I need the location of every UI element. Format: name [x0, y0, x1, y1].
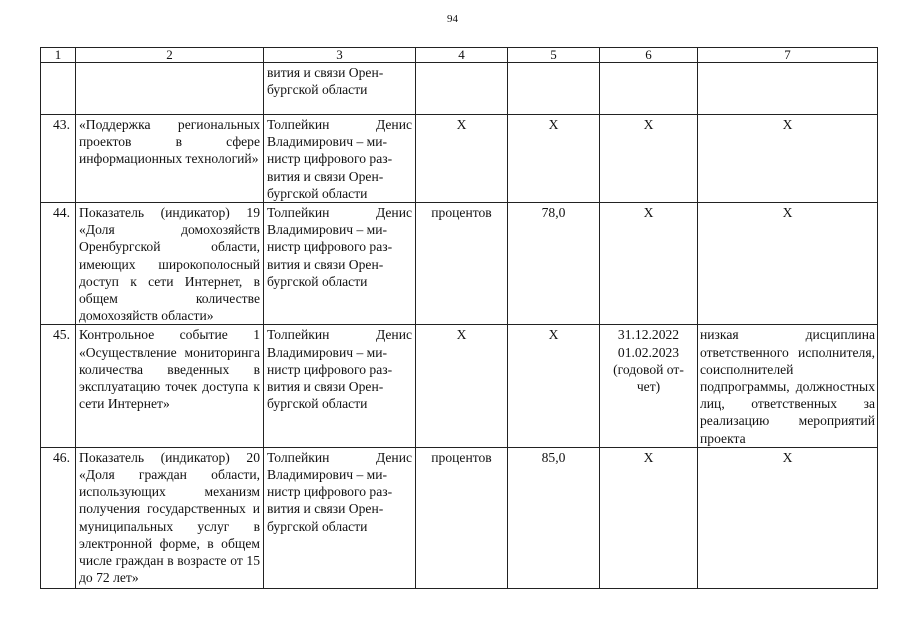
cell-line: нистр цифрового раз-: [267, 361, 393, 377]
column-header: 2: [76, 48, 264, 63]
row-name: Показатель (индикатор) 19 «Доля домохозяйств Оренбургской области, имеющих широкополосный доступ к сети Интернет, в общем количестве домохозяйств области»: [76, 203, 264, 325]
header-row: [41, 48, 878, 63]
cell-line: Х: [643, 449, 654, 465]
cell-line: бургской области: [267, 82, 368, 98]
row-unit: процентов: [416, 203, 508, 325]
row-value: Х: [508, 325, 600, 447]
cell-line: Владимирович – ми-: [267, 222, 388, 238]
cell-line: вития и связи Орен-: [267, 256, 384, 272]
column-header: 4: [416, 48, 508, 63]
row-deadline: [600, 325, 698, 447]
row-name: Показатель (индикатор) 20 «Доля граждан области, использующих механизм получения государственных и муниципальных услуг в электронной форме, в общем числе граждан в возрасте от 15 до 72 лет»: [76, 447, 264, 588]
cell-line: Толпейкин Денис: [267, 117, 412, 132]
cell-line: нистр цифрового раз-: [267, 484, 393, 500]
table-row: [41, 115, 878, 203]
table-row: [41, 63, 878, 115]
row-unit: [416, 63, 508, 115]
row-responsible: [264, 325, 416, 447]
cell-line: чет): [636, 379, 661, 395]
table-row: [41, 203, 878, 325]
row-value: [508, 63, 600, 115]
row-number: 44.: [41, 203, 76, 325]
cell-line: Толпейкин Денис: [267, 449, 412, 465]
cell-line: бургской области: [267, 185, 368, 201]
row-name: «Поддержка региональных проектов в сфере информационных технологий»: [76, 115, 264, 203]
cell-line: вития и связи Орен-: [267, 501, 384, 517]
cell-line: бургской области: [267, 273, 368, 289]
cell-line: Х: [643, 205, 654, 221]
cell-line: нистр цифрового раз-: [267, 239, 393, 255]
column-header: 1: [41, 48, 76, 63]
cell-line: (годовой от-: [613, 361, 684, 377]
row-deadline: [600, 203, 698, 325]
activity-table: [40, 47, 878, 589]
row-name: Контрольное событие 1 «Осуществление мониторинга количества введенных в эксплуатацию точек доступа к сети Интернет»: [76, 325, 264, 447]
cell-line: Владимирович – ми-: [267, 134, 388, 150]
cell-line: вития и связи Орен-: [267, 168, 384, 184]
row-deadline: [600, 63, 698, 115]
cell-line: Владимирович – ми-: [267, 467, 388, 483]
cell-line: Толпейкин Денис: [267, 327, 412, 343]
table-row: [41, 325, 878, 447]
row-responsible: [264, 447, 416, 588]
row-name: [76, 63, 264, 115]
row-responsible: [264, 203, 416, 325]
cell-line: Х: [643, 117, 654, 132]
table-row: [41, 447, 878, 588]
row-deadline: [600, 115, 698, 203]
row-risk: низкая дисциплина ответственного исполнителя, соисполнителей подпрограммы, должностных лиц, ответственных за реализацию мероприятий проекта: [698, 325, 878, 447]
cell-line: бургской области: [267, 518, 368, 534]
row-unit: процентов: [416, 447, 508, 588]
row-risk: Х: [698, 115, 878, 203]
row-value: 85,0: [508, 447, 600, 588]
row-value: 78,0: [508, 203, 600, 325]
page-number: 94: [447, 13, 458, 25]
cell-line: 01.02.2023: [617, 344, 680, 360]
cell-line: вития и связи Орен-: [267, 65, 384, 80]
row-unit: Х: [416, 115, 508, 203]
row-number: 45.: [41, 325, 76, 447]
row-value: Х: [508, 115, 600, 203]
cell-line: 31.12.2022: [617, 327, 680, 343]
cell-line: вития и связи Орен-: [267, 379, 384, 395]
row-number: 43.: [41, 115, 76, 203]
column-header: 5: [508, 48, 600, 63]
cell-line: Владимирович – ми-: [267, 344, 388, 360]
row-risk: [698, 63, 878, 115]
column-header: 6: [600, 48, 698, 63]
column-header: 3: [264, 48, 416, 63]
row-responsible: [264, 115, 416, 203]
row-number: [41, 63, 76, 115]
row-number: 46.: [41, 447, 76, 588]
column-header: 7: [698, 48, 878, 63]
row-deadline: [600, 447, 698, 588]
cell-line: Толпейкин Денис: [267, 205, 412, 221]
row-risk: Х: [698, 203, 878, 325]
row-responsible: [264, 63, 416, 115]
row-risk: Х: [698, 447, 878, 588]
cell-line: нистр цифрового раз-: [267, 151, 393, 167]
row-unit: Х: [416, 325, 508, 447]
cell-line: бургской области: [267, 396, 368, 412]
